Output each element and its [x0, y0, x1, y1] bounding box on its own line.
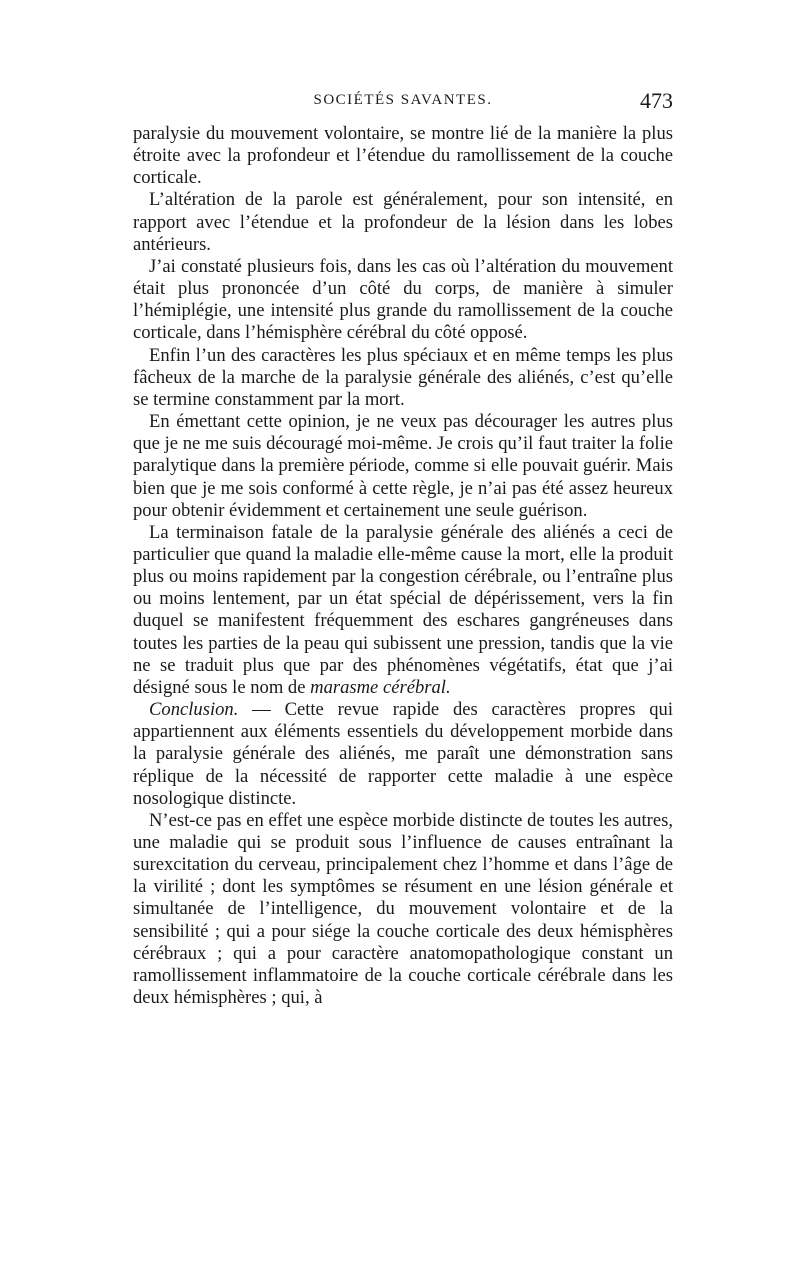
paragraph-8: N’est-ce pas en effet une espèce morbide distincte de toutes les autres, une maladie qui se produit sous l’influence de causes entraînant la surexcitation du cerveau, principalement chez l’homme et dans l’âge de la virilité ; dont les symptômes se résument en une lésion générale et simultanée de l’intelligence, du mouvement volontaire et de la sensibilité ; qui a pour siége la couche corticale des deux hémisphères cérébraux ; qui a pour caractère anatomopathologique constant un ramollissement inflammatoire de la couche corticale cérébrale dans les deux hémisphères ; qui, à	[133, 809, 673, 1009]
running-title: SOCIÉTÉS SAVANTES.	[313, 92, 493, 108]
paragraph-6-text: La terminaison fatale de la paralysie générale des aliénés a ceci de particulier que quand la maladie elle-même cause la mort, elle la produit plus ou moins rapidement par la congestion cérébrale, ou l’entraîne plus ou moins lentement, par un état spécial de dépérissement, vers la fin duquel se manifestent fréquemment des eschares gangréneuses dans toutes les parties de la peau qui subissent une pression, tandis que la vie ne se traduit plus que par des phénomènes végétatifs, état que j’ai désigné sous le nom de	[133, 521, 673, 698]
marasme-cerebral-term: marasme cérébral.	[310, 676, 451, 698]
paragraph-3: J’ai constaté plusieurs fois, dans les cas où l’altération du mouvement était plus prononcée d’un côté du corps, de manière à simuler l’hémiplégie, une intensité plus grande du ramollissement de la couche corticale, dans l’hémisphère cérébral du côté opposé.	[133, 255, 673, 344]
paragraph-1: paralysie du mouvement volontaire, se montre lié de la manière la plus étroite avec la profondeur et l’étendue du ramollissement de la couche corticale.	[133, 123, 673, 189]
running-header	[133, 88, 673, 114]
paragraph-4: Enfin l’un des caractères les plus spéciaux et en même temps les plus fâcheux de la marche de la paralysie générale des aliénés, c’est qu’elle se termine constamment par la mort.	[133, 344, 673, 410]
paragraph-2: L’altération de la parole est généralement, pour son intensité, en rapport avec l’étendue et la profondeur de la lésion dans les lobes antérieurs.	[133, 189, 673, 255]
conclusion-text: — Cette revue rapide des caractères propres qui appartiennent aux éléments essentiels du développement morbide dans la paralysie générale des aliénés, me paraît une démonstration sans réplique de la nécessité de rapporter cette maladie à une espèce nosologique distincte.	[133, 699, 673, 809]
paragraph-5: En émettant cette opinion, je ne veux pas décourager les autres plus que je ne me suis découragé moi-même. Je crois qu’il faut traiter la folie paralytique dans la première période, comme si elle pouvait guérir. Mais bien que je me sois conformé à cette règle, je n’ai pas été assez heureux pour obtenir évidemment et certainement une seule guérison.	[133, 411, 673, 521]
paragraph-6	[133, 522, 673, 699]
conclusion-label: Conclusion.	[149, 699, 239, 721]
paragraph-7	[133, 699, 673, 810]
body-text	[133, 123, 673, 1009]
page-number: 473	[640, 88, 673, 113]
